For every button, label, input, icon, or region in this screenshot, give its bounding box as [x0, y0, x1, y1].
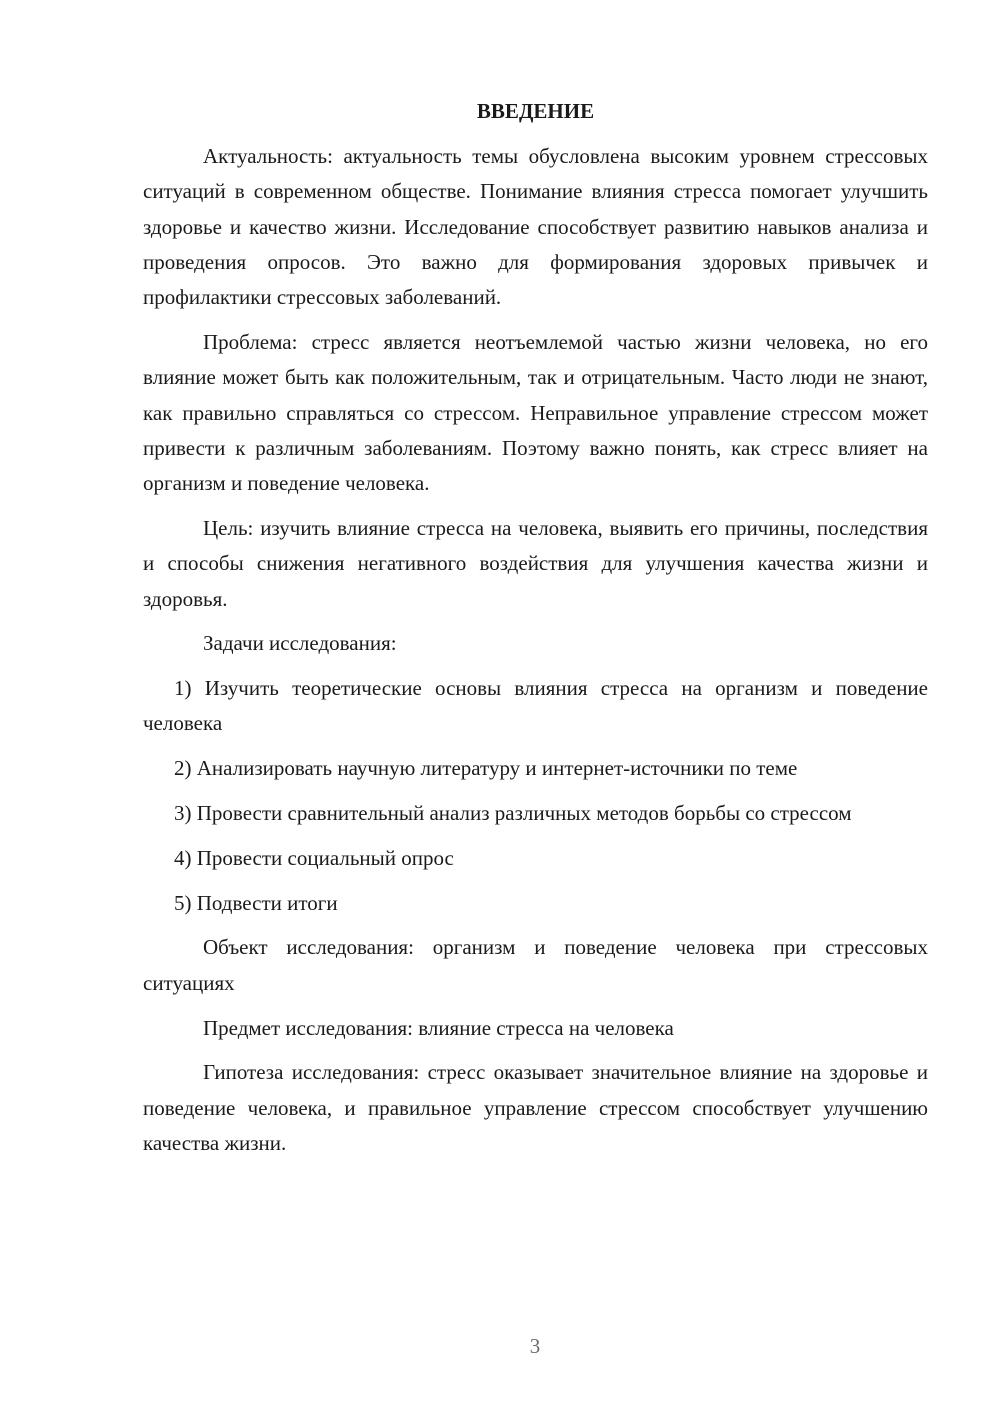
paragraph-goal: Цель: изучить влияние стресса на человека, выявить его причины, последствия и способы снижения негативного воздействия для улучшения качества жизни и здоровья.: [143, 515, 928, 611]
task-item-1: 1) Изучить теоретические основы влияния стресса на организм и поведение человека: [143, 676, 928, 736]
document-page: [143, 96, 928, 1171]
task-item-5: 5) Подвести итоги: [174, 890, 338, 915]
page-number: 3: [529, 1334, 541, 1358]
paragraph-relevance: Актуальность: актуальность темы обусловлена высоким уровнем стрессовых ситуаций в современном обществе. Понимание влияния стресса помогает улучшить здоровье и качество жизни. Исследование способствует развитию навыков анализа и проведения опросов. Это важно для формирования здоровых привычек и профилактики стрессовых заболеваний.: [143, 144, 928, 310]
task-item-4: 4) Провести социальный опрос: [174, 845, 454, 870]
page-title: ВВЕДЕНИЕ: [476, 99, 595, 123]
task-item-2: 2) Анализировать научную литературу и интернет-источники по теме: [174, 756, 798, 781]
tasks-title: Задачи исследования:: [203, 631, 397, 656]
paragraph-hypothesis: Гипотеза исследования: стресс оказывает значительное влияние на здоровье и поведение человека, и правильное управление стрессом способствует улучшению качества жизни.: [143, 1060, 928, 1155]
paragraph-subject: Предмет исследования: влияние стресса на человека: [203, 1015, 674, 1040]
paragraph-problem: Проблема: стресс является неотъемлемой частью жизни человека, но его влияние может быть как положительным, так и отрицательным. Часто люди не знают, как правильно справляться со стрессом. Неправильное управление стрессом может привести к различным заболеваниям. Поэтому важно понять, как стресс влияет на организм и поведение человека.: [143, 329, 928, 496]
paragraph-object: Объект исследования: организм и поведение человека при стрессовых ситуациях: [143, 935, 928, 995]
task-item-3: 3) Провести сравнительный анализ различных методов борьбы со стрессом: [174, 801, 852, 826]
